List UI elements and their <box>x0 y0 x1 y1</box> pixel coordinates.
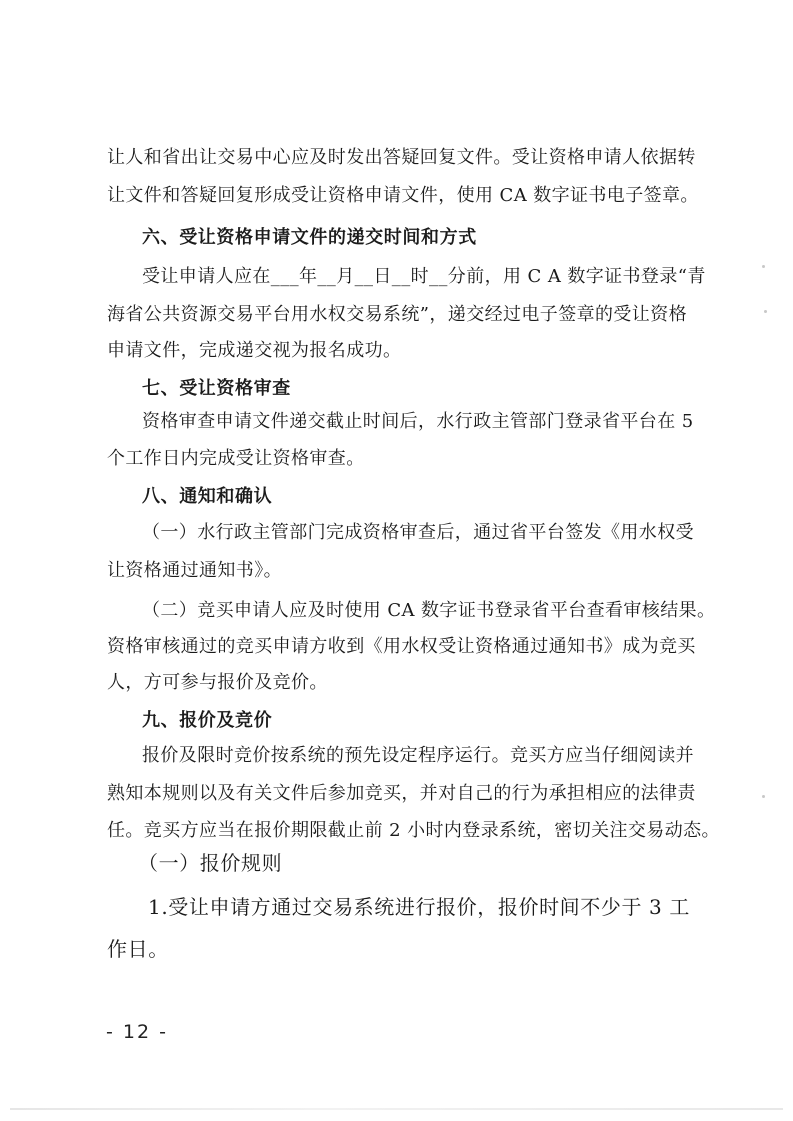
page-number: - 12 - <box>106 1021 168 1043</box>
paragraph-line: 作日。 <box>107 937 169 961</box>
scan-speck <box>762 795 765 798</box>
paragraph-line: 让文件和答疑回复形成受让资格申请文件，使用 CA 数字证书电子签章。 <box>107 185 699 206</box>
paragraph-line: 让人和省出让交易中心应及时发出答疑回复文件。受让资格申请人依据转 <box>107 147 696 168</box>
paragraph-line: 资格审查申请文件递交截止时间后，水行政主管部门登录省平台在 5 <box>142 411 694 432</box>
paragraph-line: 个工作日内完成受让资格审查。 <box>107 448 365 469</box>
paragraph-line: 人，方可参与报价及竞价。 <box>107 672 328 693</box>
paragraph-line: 1.受让申请方通过交易系统进行报价，报价时间不少于 3 工 <box>148 895 690 919</box>
paragraph-line: 受让申请人应在___年__月__日__时__分前，用 C A 数字证书登录“青 <box>142 266 706 287</box>
paragraph-line: （一）水行政主管部门完成资格审查后，通过省平台签发《用水权受 <box>142 522 694 543</box>
scan-bottom-edge <box>10 1108 783 1110</box>
paragraph-line: （二）竞买申请人应及时使用 CA 数字证书登录省平台查看审核结果。 <box>142 600 716 621</box>
paragraph-line: 熟知本规则以及有关文件后参加竞买，并对自己的行为承担相应的法律责 <box>107 783 696 804</box>
section-heading-nine: 九、报价及竞价 <box>142 710 273 731</box>
scan-speck <box>762 265 765 268</box>
scan-speck <box>764 310 767 313</box>
paragraph-line: 申请文件，完成递交视为报名成功。 <box>107 340 402 361</box>
paragraph-line: 让资格通过通知书》。 <box>107 560 282 581</box>
paragraph-line: 报价及限时竞价按系统的预先设定程序运行。竞买方应当仔细阅读并 <box>142 745 694 766</box>
paragraph-line: 海省公共资源交易平台用水权交易系统”，递交经过电子签章的受让资格 <box>107 304 687 325</box>
paragraph-line: 任。竞买方应当在报价期限截止前 2 小时内登录系统，密切关注交易动态。 <box>107 820 720 841</box>
paragraph-line: 资格审核通过的竞买申请方收到《用水权受让资格通过通知书》成为竞买 <box>107 636 696 657</box>
section-heading-eight: 八、通知和确认 <box>142 486 273 507</box>
subsection-heading: （一）报价规则 <box>138 851 283 875</box>
section-heading-seven: 七、受让资格审查 <box>142 378 291 399</box>
section-heading-six: 六、受让资格申请文件的递交时间和方式 <box>142 227 477 248</box>
